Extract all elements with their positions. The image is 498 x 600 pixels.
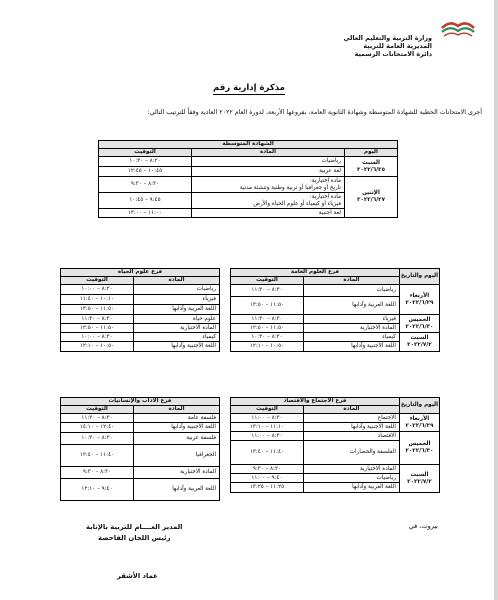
table-cell-subject: اللغة العربية وآدابها bbox=[304, 483, 400, 493]
se-h-time: التوقيت bbox=[231, 406, 304, 414]
table-cell-time: ٨:٣٠ – ١١:٣٠ bbox=[231, 285, 304, 297]
se-day-cell bbox=[399, 465, 439, 493]
se-day-cell bbox=[399, 432, 439, 465]
day-name: السبت bbox=[410, 335, 429, 341]
table-cell-subject: فلسفة عامة bbox=[134, 414, 220, 423]
table-cell-subject: فيزياء bbox=[304, 315, 400, 324]
gs-h-time: التوقيت bbox=[231, 277, 304, 285]
table-cell-subject: المادة الاختيارية bbox=[134, 324, 220, 333]
table-cell-subject: اللغة العربية وآدابها bbox=[134, 479, 220, 501]
department-name: دائرة الامتحانات الرسمية bbox=[354, 50, 432, 58]
table-cell-time: ٨:٣٠ – ١١:٠٠ bbox=[231, 432, 304, 441]
lh-h-time: التوقيت bbox=[61, 406, 134, 414]
gs-title: فرع العلوم العامة bbox=[231, 269, 400, 277]
table-cell-subject: رياضيات bbox=[304, 285, 400, 297]
table-cell-subject: الاجتماع bbox=[304, 414, 400, 423]
table-cell-time: ١١:٢٥ – ١٣:٢٥ bbox=[231, 483, 304, 493]
day-name: الأربعاء bbox=[409, 415, 430, 422]
se-title: فرع الاجتماع والاقتصاد bbox=[231, 398, 400, 406]
table-cell-subject: فيزياء bbox=[134, 295, 220, 305]
brevet-day-date: ٢٠٢٢/٦/٢٧ bbox=[357, 197, 385, 203]
se-table bbox=[230, 397, 440, 493]
table-cell-subject: اللغة العربية وآدابها bbox=[304, 297, 400, 315]
table-cell-time: ٨:٣٠ – ١١:٠٠ bbox=[231, 414, 304, 423]
table-cell-time: ٨:٣٠ – ٩:٣٠ bbox=[99, 177, 192, 193]
table-cell-subject: لغة أجنبية bbox=[192, 209, 345, 218]
table-cell-subject: الجغرافيا bbox=[134, 445, 220, 467]
place-date: بيروت، في bbox=[408, 522, 438, 530]
gs-day-cell bbox=[399, 285, 439, 315]
day-date: ٢٠٢٢/٧/٢ bbox=[407, 478, 432, 485]
table-cell-subject: اللغة العربية وآدابها bbox=[134, 305, 220, 315]
se-h-daydate: اليوم والتاريخ bbox=[399, 398, 439, 414]
ministry-name: وزارة التربية والتعليم العالي bbox=[343, 34, 432, 42]
table-cell-time: ٨:٣٠ – ١٠:٣٠ bbox=[99, 157, 192, 167]
table-cell-subject: اللغة الأجنبية وآدابها bbox=[304, 342, 400, 352]
table-cell-time: ٨:٣٠ – ١٠:٣٠ bbox=[231, 333, 304, 342]
table-cell-subject: الاقتصاد bbox=[304, 432, 400, 441]
table-cell-time: ٨:٣٠ – ١٠:٠٠ bbox=[61, 333, 134, 342]
table-cell-time: ٩:٤٠ – ١٢:١٠ bbox=[61, 479, 134, 501]
ls-title: فرع علوم الحياة bbox=[61, 269, 220, 277]
table-cell-time: ٨:٣٠ – ١١:٣٠ bbox=[61, 315, 134, 324]
table-cell-time: ١١:٥٠ – ١٣:٥٠ bbox=[231, 297, 304, 315]
table-cell-time: ١١:١٠ – ١٣:١٠ bbox=[231, 423, 304, 432]
table-cell-subject: رياضيات bbox=[304, 474, 400, 483]
table-cell-time: ١٢:٤٠ – ١٤:١٠ bbox=[61, 423, 134, 433]
table-cell-subject: المادة الاختيارية bbox=[304, 324, 400, 333]
table-cell-time: ٩:٤٠ – ١١:٠٠ bbox=[231, 474, 304, 483]
directorate-name: المديرية العامة للتربية bbox=[363, 42, 432, 50]
table-cell-time: ٨:٣٠ – ٩:٣٠ bbox=[231, 465, 304, 474]
table-cell-subject: اللغة الأجنبية وآدابها bbox=[304, 423, 400, 432]
ministry-logo-icon bbox=[440, 19, 476, 39]
signatory-name: عماد الأشقر bbox=[117, 572, 158, 580]
table-cell-time: ١٠:٥٠ – ١٢:١٠ bbox=[231, 342, 304, 352]
table-cell-time: ١٠:٤٥ – ١٢:٤٥ bbox=[99, 167, 192, 177]
signature-role: رئيس اللجان الفاحصة bbox=[97, 534, 171, 542]
table-cell-time: ٨:٣٠ – ١١:٣٠ bbox=[61, 414, 134, 423]
day-date: ٢٠٢٢/٧/٢ bbox=[407, 342, 432, 348]
table-cell-time: ١١:٥٠ – ١٢:٥٠ bbox=[231, 324, 304, 333]
brevet-day-name: الإثنين bbox=[362, 190, 380, 196]
day-name: الخميس bbox=[408, 441, 431, 447]
table-cell-time: ١١:٤٠ – ١٣:٤٠ bbox=[231, 441, 304, 465]
table-cell-time: ٨:٣٠ – ١٠:٣٠ bbox=[61, 433, 134, 445]
se-day-cell bbox=[399, 414, 439, 432]
table-cell-subject: علوم حياة bbox=[134, 315, 220, 324]
day-name: الأربعاء bbox=[409, 292, 430, 299]
ls-table bbox=[60, 268, 220, 352]
gs-h-daydate: اليوم والتاريخ bbox=[399, 269, 439, 285]
table-cell-subject bbox=[192, 177, 345, 193]
subject-line: مادة اختيارية: bbox=[309, 193, 341, 200]
table-cell-subject: كيمياء bbox=[304, 333, 400, 342]
brevet-day-date: ٢٠٢٢/٦/٢٥ bbox=[357, 166, 385, 173]
table-cell-time: ١١:٠٠ – ١٣:٠٠ bbox=[99, 209, 192, 218]
table-cell-subject: الفلسفة والحضارات bbox=[304, 441, 400, 465]
ls-h-subject: المادة bbox=[134, 277, 220, 285]
table-cell-time: ٨:٣٠ – ٩:٣٠ bbox=[61, 467, 134, 479]
table-cell-time: ١١:٥٠ – ١٣:٥٠ bbox=[61, 305, 134, 315]
table-cell-subject: اللغة الأجنبية وآدابها bbox=[134, 342, 220, 352]
table-cell-subject bbox=[192, 193, 345, 209]
table-cell-subject: رياضيات bbox=[192, 157, 345, 167]
gs-day-cell bbox=[399, 333, 439, 352]
table-cell-subject: رياضيات bbox=[134, 285, 220, 295]
signature-title: المدير العــــام للتربية بالإنابة bbox=[86, 523, 183, 531]
lh-h-subject: المادة bbox=[134, 406, 220, 414]
brevet-day-name: السبت bbox=[362, 159, 380, 166]
table-cell-time: ١٠:١٠ – ١١:٤٠ bbox=[61, 295, 134, 305]
table-cell-subject: لغة عربية bbox=[192, 167, 345, 177]
ls-h-time: التوقيت bbox=[61, 277, 134, 285]
memo-intro: أجرى الامتحانات الخطية للشهادة المتوسطة وشهادة الثانوية العامة، بفروعها الأربعة، لدورة العام ٢٠٢٢ العادية وفقاً للترتيب التالي: bbox=[147, 109, 482, 116]
memo-title: مذكرة إدارية رقم bbox=[213, 83, 285, 93]
gs-day-cell bbox=[399, 315, 439, 333]
table-cell-subject: المادة الاختيارية bbox=[134, 467, 220, 479]
subject-line: فيزياء أو كيمياء أو علوم الحياة والأرض bbox=[253, 200, 341, 207]
se-h-subject: المادة bbox=[304, 406, 400, 414]
table-cell-time: ١١:٤٠ – ١٢:٤٠ bbox=[61, 445, 134, 467]
brevet-title: الشهادة المتوسطة bbox=[99, 141, 398, 149]
gs-h-subject: المادة bbox=[304, 277, 400, 285]
subject-line: مادة اختيارية: bbox=[309, 177, 341, 184]
table-cell-subject: فلسفة عربية bbox=[134, 433, 220, 445]
gs-table bbox=[230, 268, 440, 352]
day-date: ٢٠٢٢/٦/٣٠ bbox=[405, 448, 434, 454]
brevet-day-cell bbox=[345, 157, 398, 177]
lh-title: فرع الآداب والإنسانيات bbox=[61, 398, 220, 406]
subject-line: تاريخ أو جغرافيا أو تربية وطنية وتنشئة مدنية bbox=[239, 184, 341, 191]
signature-block bbox=[86, 522, 183, 544]
brevet-h-subject: المادة bbox=[192, 149, 345, 157]
day-name: السبت bbox=[410, 471, 429, 478]
lh-table bbox=[60, 397, 220, 501]
letterhead bbox=[344, 34, 433, 58]
table-cell-subject: اللغة الأجنبية وآدابها bbox=[134, 423, 220, 433]
day-date: ٢٠٢٢/٦/٢٩ bbox=[405, 422, 434, 429]
memo-title-wrap bbox=[0, 83, 498, 93]
table-cell-subject: المادة الاختيارية bbox=[304, 465, 400, 474]
table-cell-time: ١١:٥٠ – ١٢:٥٠ bbox=[61, 324, 134, 333]
day-date: ٢٠٢٢/٦/٣٠ bbox=[405, 323, 434, 330]
table-cell-time: ٨:٣٠ – ١١:٣٠ bbox=[231, 315, 304, 324]
brevet-h-day: اليوم bbox=[345, 149, 398, 157]
brevet-h-time: التوقيت bbox=[99, 149, 192, 157]
day-date: ٢٠٢٢/٦/٢٩ bbox=[405, 299, 434, 306]
brevet-table bbox=[98, 140, 398, 218]
day-name: الخميس bbox=[408, 316, 431, 323]
table-cell-time: ١٠:٥٠ – ١٢:١٠ bbox=[61, 342, 134, 352]
table-cell-time: ٩:٤٥ – ١٠:٤٥ bbox=[99, 193, 192, 209]
table-cell-subject: كيمياء bbox=[134, 333, 220, 342]
brevet-day-cell bbox=[345, 177, 398, 218]
table-cell-time: ٨:٣٠ – ١٠:٠٠ bbox=[61, 285, 134, 295]
